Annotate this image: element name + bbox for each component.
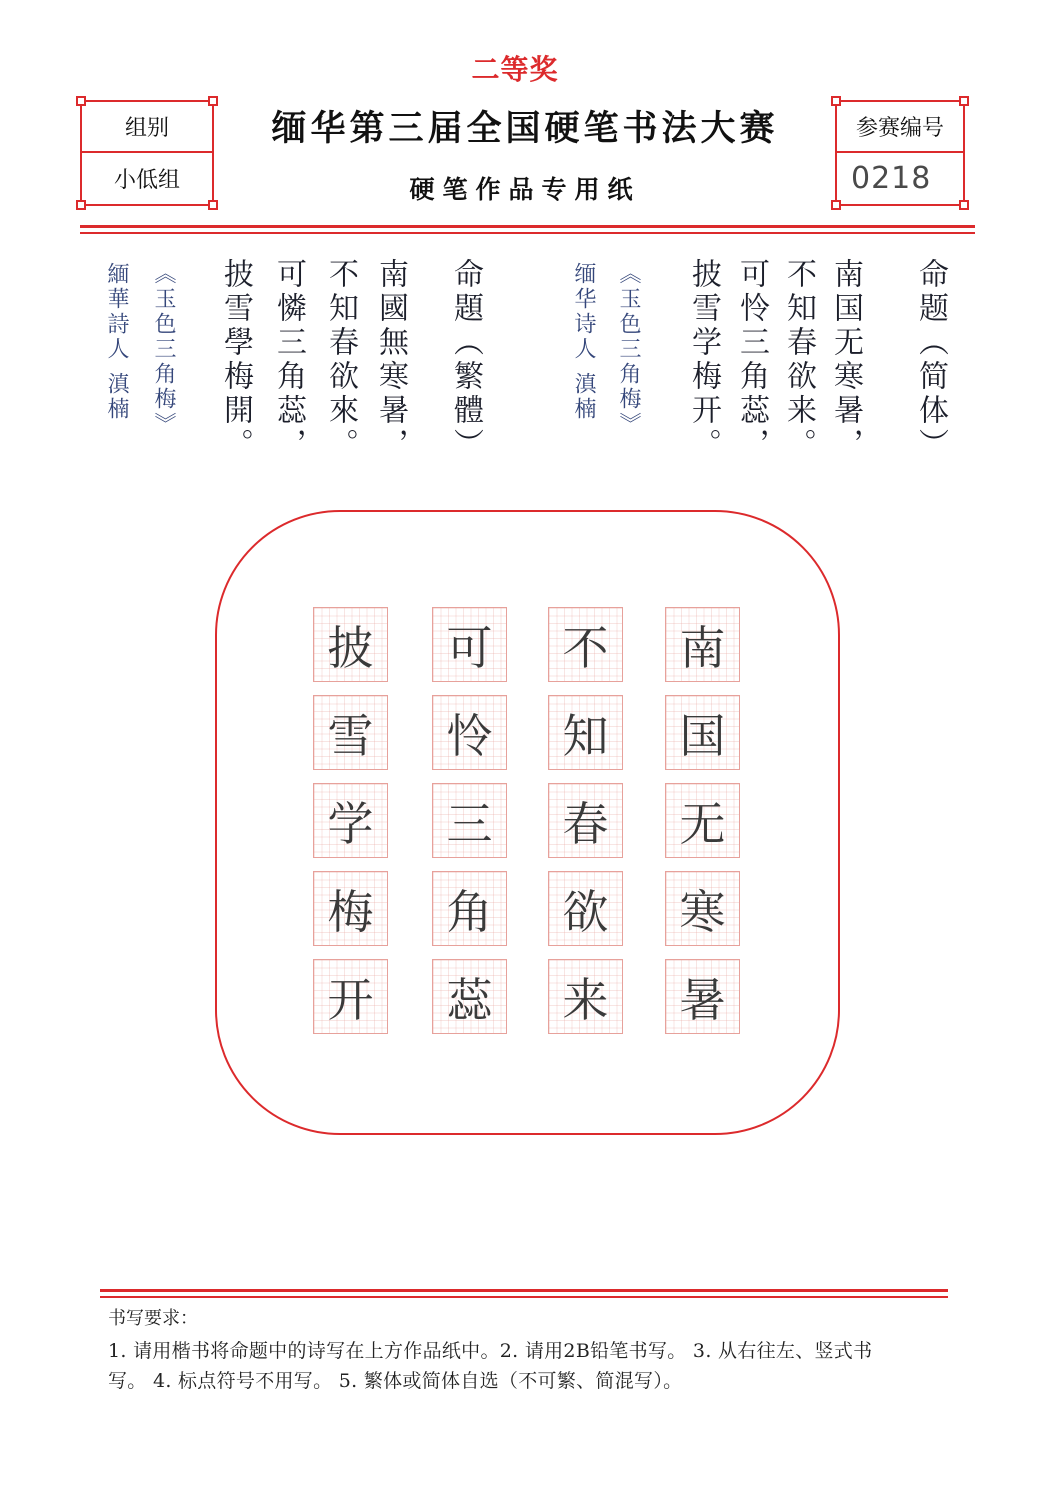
award-label: 二等奖 (471, 53, 559, 86)
grid-cell (313, 871, 388, 946)
handwritten-character: 来 (562, 972, 609, 1027)
handwritten-character: 学 (327, 796, 374, 851)
artwork-column (665, 607, 740, 1034)
grid-cell (665, 607, 740, 682)
prompt-traditional-line: 南國無寒暑， (373, 258, 408, 462)
group-label: 组别 (82, 102, 212, 153)
grid-cell (432, 871, 507, 946)
competition-title: 缅华第三届全国硬笔书法大赛 (271, 108, 779, 149)
handwritten-character: 欲 (562, 884, 609, 939)
footer-divider-line (100, 1296, 948, 1298)
handwritten-character: 可 (446, 620, 493, 675)
prompt-simplified-poem-title: 《玉色三角梅》 (616, 262, 641, 437)
grid-cell (313, 607, 388, 682)
prompt-simplified-line: 南国无寒暑， (828, 258, 863, 462)
grid-cell (665, 959, 740, 1034)
handwritten-character: 三 (446, 796, 493, 851)
grid-cell (665, 783, 740, 858)
artwork-column (313, 607, 388, 1034)
prompt-simplified-line: 披雪学梅开。 (686, 258, 721, 462)
requirements-heading: 书写要求： (108, 1308, 198, 1329)
prompt-simplified-line: 不知春欲来。 (781, 258, 816, 462)
grid-cell (432, 783, 507, 858)
group-box (80, 100, 214, 206)
grid-cell (665, 695, 740, 770)
prompt-traditional-author: 緬華詩人 滇楠 (104, 262, 129, 422)
handwritten-character: 南 (679, 620, 726, 675)
prompt-traditional-poem-title: 《玉色三角梅》 (151, 262, 176, 437)
group-value: 小低组 (113, 168, 180, 193)
handwritten-character: 国 (679, 708, 726, 763)
handwritten-character: 春 (562, 796, 609, 851)
handwritten-character: 雪 (327, 708, 374, 763)
handwritten-character: 梅 (327, 884, 374, 939)
artwork-column (432, 607, 507, 1034)
prompt-simplified-heading: 命题（简体） (913, 258, 948, 462)
handwritten-character: 知 (562, 708, 609, 763)
grid-cell (548, 783, 623, 858)
entry-number-value: 0218 (851, 161, 932, 196)
grid-cell (548, 607, 623, 682)
handwritten-character: 蕊 (446, 972, 493, 1027)
handwritten-character: 开 (327, 972, 374, 1027)
grid-cell (548, 695, 623, 770)
handwritten-character: 不 (562, 620, 609, 675)
grid-cell (665, 871, 740, 946)
prompt-traditional-line: 不知春欲來。 (323, 258, 358, 462)
requirements-line: 1. 请用楷书将命题中的诗写在上方作品纸中。2. 请用2B铅笔书写。 3. 从右往左、竖式书 (108, 1340, 873, 1362)
header-divider-line (80, 232, 975, 234)
artwork-column (548, 607, 623, 1034)
grid-cell (313, 959, 388, 1034)
handwritten-character: 暑 (679, 972, 726, 1027)
grid-cell (432, 607, 507, 682)
grid-cell (548, 871, 623, 946)
artwork-frame (215, 510, 840, 1135)
header-divider-line (80, 225, 975, 228)
handwritten-character: 角 (446, 884, 493, 939)
requirements-line: 写。 4. 标点符号不用写。 5. 繁体或简体自选（不可繁、简混写）。 (108, 1370, 683, 1392)
grid-cell (313, 695, 388, 770)
handwritten-character: 寒 (679, 884, 726, 939)
grid-cell (432, 695, 507, 770)
prompt-simplified-line: 可怜三角蕊， (734, 258, 769, 462)
handwritten-character: 披 (327, 620, 374, 675)
prompt-traditional-heading: 命題（繁體） (448, 258, 483, 462)
grid-cell (548, 959, 623, 1034)
entry-number-box (835, 100, 965, 206)
footer-divider-line (100, 1289, 948, 1292)
prompt-traditional-line: 披雪學梅開。 (218, 258, 253, 462)
handwritten-character: 无 (679, 796, 726, 851)
prompt-traditional-line: 可憐三角蕊， (271, 258, 306, 462)
grid-cell (313, 783, 388, 858)
grid-cell (432, 959, 507, 1034)
prompt-simplified-author: 缅华诗人 滇楠 (571, 262, 596, 422)
entry-number-label: 参赛编号 (837, 102, 963, 153)
handwritten-character: 怜 (446, 708, 493, 763)
paper-subtitle: 硬笔作品专用纸 (409, 175, 641, 204)
